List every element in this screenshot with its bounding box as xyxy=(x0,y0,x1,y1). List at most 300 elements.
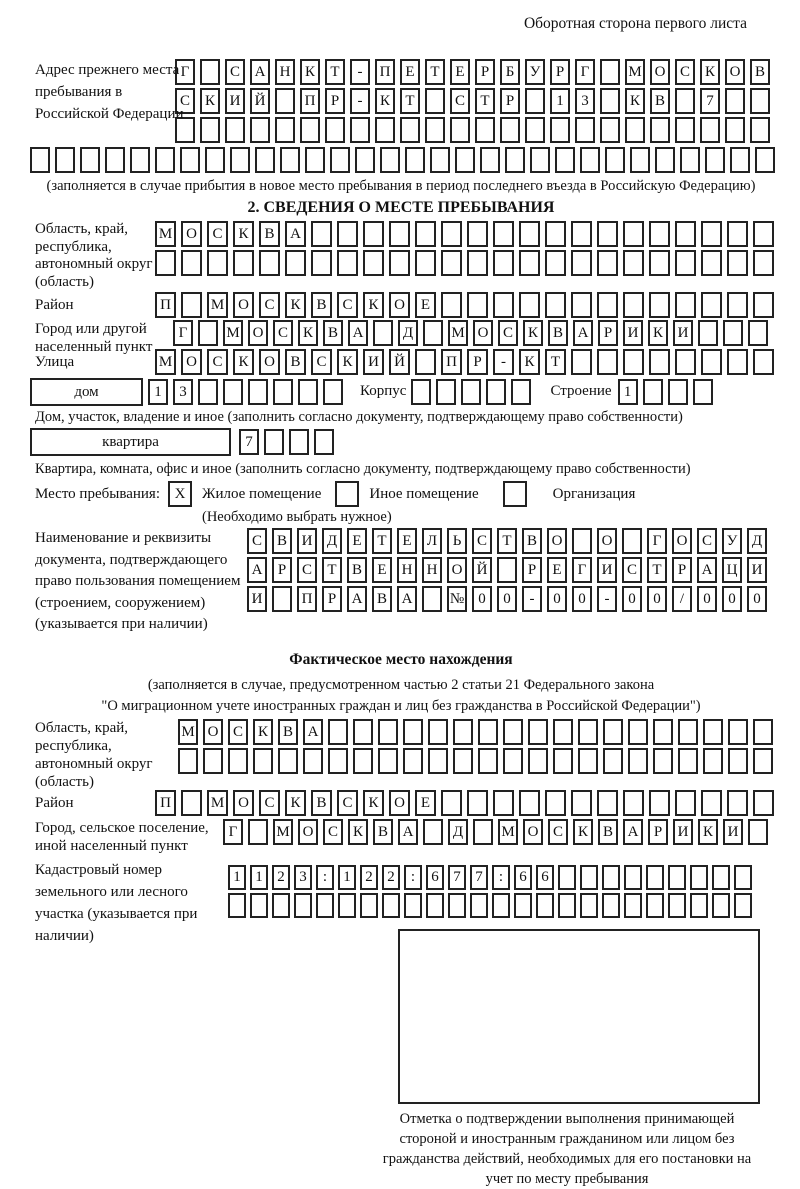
char-box[interactable]: С xyxy=(472,528,492,554)
char-box[interactable]: М xyxy=(155,349,176,375)
char-box[interactable]: Д xyxy=(448,819,468,845)
char-box[interactable]: С xyxy=(228,719,248,745)
char-box[interactable] xyxy=(623,349,644,375)
char-box[interactable] xyxy=(693,379,713,405)
char-box[interactable] xyxy=(467,221,488,247)
char-box[interactable]: А xyxy=(573,320,593,346)
char-box[interactable]: К xyxy=(253,719,273,745)
char-box[interactable] xyxy=(198,379,218,405)
char-box[interactable] xyxy=(628,719,648,745)
char-box[interactable] xyxy=(298,379,318,405)
char-box[interactable] xyxy=(623,790,644,816)
char-box[interactable]: К xyxy=(698,819,718,845)
char-box[interactable]: К xyxy=(300,59,320,85)
char-box[interactable] xyxy=(259,250,280,276)
char-box[interactable]: О xyxy=(650,59,670,85)
char-box[interactable]: 0 xyxy=(472,586,492,612)
char-box[interactable] xyxy=(275,117,295,143)
char-box[interactable]: И xyxy=(297,528,317,554)
char-box[interactable]: В xyxy=(650,88,670,114)
char-box[interactable]: 2 xyxy=(382,865,400,890)
char-box[interactable]: М xyxy=(625,59,645,85)
char-box[interactable] xyxy=(753,221,774,247)
char-box[interactable] xyxy=(703,748,723,774)
char-box[interactable] xyxy=(649,221,670,247)
char-box[interactable]: Н xyxy=(275,59,295,85)
char-box[interactable] xyxy=(753,719,773,745)
char-box[interactable] xyxy=(623,250,644,276)
char-box[interactable] xyxy=(278,748,298,774)
char-box[interactable] xyxy=(701,349,722,375)
char-box[interactable] xyxy=(525,117,545,143)
char-box[interactable]: И xyxy=(747,557,767,583)
char-box[interactable]: Т xyxy=(325,59,345,85)
char-box[interactable] xyxy=(486,379,506,405)
char-box[interactable] xyxy=(571,790,592,816)
char-box[interactable] xyxy=(441,292,462,318)
char-box[interactable] xyxy=(467,292,488,318)
char-box[interactable]: Р xyxy=(550,59,570,85)
char-box[interactable] xyxy=(753,292,774,318)
char-box[interactable] xyxy=(605,147,625,173)
char-box[interactable] xyxy=(180,147,200,173)
char-box[interactable] xyxy=(753,250,774,276)
char-box[interactable] xyxy=(415,250,436,276)
char-box[interactable] xyxy=(228,893,246,918)
char-box[interactable]: А xyxy=(697,557,717,583)
char-box[interactable] xyxy=(363,221,384,247)
char-box[interactable]: Р xyxy=(672,557,692,583)
char-box[interactable] xyxy=(411,379,431,405)
char-box[interactable] xyxy=(571,221,592,247)
char-box[interactable] xyxy=(514,893,532,918)
char-box[interactable]: 6 xyxy=(426,865,444,890)
char-box[interactable]: В xyxy=(522,528,542,554)
char-box[interactable]: И xyxy=(623,320,643,346)
char-box[interactable] xyxy=(448,893,466,918)
char-box[interactable] xyxy=(519,250,540,276)
char-box[interactable] xyxy=(753,790,774,816)
char-box[interactable] xyxy=(441,250,462,276)
char-box[interactable] xyxy=(353,719,373,745)
char-box[interactable] xyxy=(545,790,566,816)
char-box[interactable]: Ц xyxy=(722,557,742,583)
char-box[interactable]: О xyxy=(725,59,745,85)
char-box[interactable] xyxy=(181,292,202,318)
char-box[interactable]: В xyxy=(548,320,568,346)
char-box[interactable] xyxy=(727,221,748,247)
char-box[interactable] xyxy=(625,117,645,143)
char-box[interactable]: 0 xyxy=(547,586,567,612)
char-box[interactable] xyxy=(723,320,743,346)
char-box[interactable] xyxy=(403,748,423,774)
char-box[interactable]: С xyxy=(548,819,568,845)
char-box[interactable] xyxy=(597,250,618,276)
char-box[interactable] xyxy=(453,748,473,774)
char-box[interactable] xyxy=(727,292,748,318)
char-box[interactable]: С xyxy=(225,59,245,85)
char-box[interactable] xyxy=(623,292,644,318)
char-box[interactable] xyxy=(430,147,450,173)
char-box[interactable] xyxy=(725,88,745,114)
char-box[interactable] xyxy=(753,748,773,774)
char-box[interactable] xyxy=(230,147,250,173)
char-box[interactable] xyxy=(701,221,722,247)
char-box[interactable]: Г xyxy=(572,557,592,583)
char-box[interactable]: Й xyxy=(389,349,410,375)
char-box[interactable] xyxy=(426,893,444,918)
char-box[interactable] xyxy=(748,320,768,346)
char-box[interactable]: О xyxy=(389,292,410,318)
char-box[interactable]: А xyxy=(347,586,367,612)
char-box[interactable]: А xyxy=(397,586,417,612)
char-box[interactable]: С xyxy=(337,790,358,816)
char-box[interactable] xyxy=(493,250,514,276)
char-box[interactable]: У xyxy=(525,59,545,85)
char-box[interactable] xyxy=(363,250,384,276)
char-box[interactable] xyxy=(375,117,395,143)
char-box[interactable]: П xyxy=(300,88,320,114)
char-box[interactable]: И xyxy=(673,320,693,346)
char-box[interactable]: Т xyxy=(425,59,445,85)
char-box[interactable] xyxy=(478,719,498,745)
char-box[interactable]: В xyxy=(373,819,393,845)
char-box[interactable] xyxy=(602,865,620,890)
char-box[interactable] xyxy=(325,117,345,143)
char-box[interactable] xyxy=(597,292,618,318)
char-box[interactable] xyxy=(467,250,488,276)
char-box[interactable]: О xyxy=(547,528,567,554)
char-box[interactable]: 7 xyxy=(470,865,488,890)
char-box[interactable] xyxy=(675,88,695,114)
char-box[interactable]: В xyxy=(323,320,343,346)
char-box[interactable] xyxy=(558,865,576,890)
char-box[interactable] xyxy=(655,147,675,173)
char-box[interactable] xyxy=(378,748,398,774)
char-box[interactable] xyxy=(668,865,686,890)
char-box[interactable] xyxy=(690,865,708,890)
char-box[interactable] xyxy=(519,790,540,816)
char-box[interactable]: К xyxy=(363,292,384,318)
char-box[interactable]: И xyxy=(363,349,384,375)
char-box[interactable]: - xyxy=(350,88,370,114)
char-box[interactable]: 1 xyxy=(338,865,356,890)
char-box[interactable] xyxy=(624,893,642,918)
char-box[interactable] xyxy=(316,893,334,918)
char-box[interactable]: К xyxy=(298,320,318,346)
char-box[interactable]: Е xyxy=(397,528,417,554)
char-box[interactable] xyxy=(628,748,648,774)
char-box[interactable]: 0 xyxy=(722,586,742,612)
char-box[interactable]: Р xyxy=(500,88,520,114)
char-box[interactable] xyxy=(289,429,309,455)
char-box[interactable] xyxy=(425,117,445,143)
char-box[interactable] xyxy=(680,147,700,173)
char-box[interactable]: В xyxy=(285,349,306,375)
char-box[interactable] xyxy=(597,349,618,375)
char-box[interactable]: С xyxy=(175,88,195,114)
char-box[interactable]: К xyxy=(285,292,306,318)
char-box[interactable] xyxy=(553,748,573,774)
char-box[interactable]: С xyxy=(323,819,343,845)
char-box[interactable] xyxy=(228,748,248,774)
char-box[interactable]: Н xyxy=(397,557,417,583)
char-box[interactable] xyxy=(553,719,573,745)
char-box[interactable] xyxy=(181,790,202,816)
char-box[interactable]: Р xyxy=(272,557,292,583)
char-box[interactable]: О xyxy=(233,292,254,318)
char-box[interactable] xyxy=(734,865,752,890)
char-box[interactable] xyxy=(730,147,750,173)
char-box[interactable]: О xyxy=(181,221,202,247)
char-box[interactable] xyxy=(690,893,708,918)
char-box[interactable] xyxy=(653,719,673,745)
char-box[interactable] xyxy=(712,893,730,918)
char-box[interactable] xyxy=(675,117,695,143)
char-box[interactable] xyxy=(519,221,540,247)
char-box[interactable] xyxy=(700,117,720,143)
char-box[interactable]: В xyxy=(347,557,367,583)
char-box[interactable] xyxy=(503,748,523,774)
char-box[interactable]: Е xyxy=(372,557,392,583)
char-box[interactable] xyxy=(355,147,375,173)
char-box[interactable]: В xyxy=(272,528,292,554)
char-box[interactable] xyxy=(600,88,620,114)
char-box[interactable] xyxy=(436,379,456,405)
char-box[interactable] xyxy=(330,147,350,173)
char-box[interactable]: Т xyxy=(372,528,392,554)
char-box[interactable]: И xyxy=(225,88,245,114)
char-box[interactable] xyxy=(441,221,462,247)
char-box[interactable] xyxy=(328,719,348,745)
char-box[interactable] xyxy=(624,865,642,890)
char-box[interactable] xyxy=(668,379,688,405)
char-box[interactable]: 7 xyxy=(448,865,466,890)
char-box[interactable] xyxy=(130,147,150,173)
char-box[interactable] xyxy=(248,379,268,405)
char-box[interactable]: А xyxy=(247,557,267,583)
char-box[interactable] xyxy=(323,379,343,405)
char-box[interactable]: К xyxy=(375,88,395,114)
char-box[interactable]: Т xyxy=(545,349,566,375)
char-box[interactable] xyxy=(428,748,448,774)
char-box[interactable] xyxy=(493,221,514,247)
char-box[interactable] xyxy=(623,221,644,247)
char-box[interactable] xyxy=(650,117,670,143)
char-box[interactable]: П xyxy=(297,586,317,612)
char-box[interactable]: 1 xyxy=(250,865,268,890)
char-box[interactable] xyxy=(264,429,284,455)
char-box[interactable] xyxy=(492,893,510,918)
char-box[interactable] xyxy=(328,748,348,774)
char-box[interactable]: У xyxy=(722,528,742,554)
char-box[interactable] xyxy=(461,379,481,405)
char-box[interactable]: С xyxy=(498,320,518,346)
char-box[interactable]: К xyxy=(523,320,543,346)
char-box[interactable] xyxy=(530,147,550,173)
char-box[interactable]: Й xyxy=(250,88,270,114)
char-box[interactable] xyxy=(545,292,566,318)
char-box[interactable] xyxy=(649,790,670,816)
char-box[interactable] xyxy=(580,147,600,173)
char-box[interactable]: М xyxy=(178,719,198,745)
char-box[interactable]: О xyxy=(473,320,493,346)
char-box[interactable]: К xyxy=(648,320,668,346)
char-box[interactable] xyxy=(701,790,722,816)
char-box[interactable]: С xyxy=(697,528,717,554)
char-box[interactable] xyxy=(503,719,523,745)
char-box[interactable] xyxy=(572,528,592,554)
apartment-type-box[interactable]: квартира xyxy=(30,428,231,456)
char-box[interactable]: С xyxy=(207,221,228,247)
char-box[interactable] xyxy=(528,719,548,745)
char-box[interactable]: Р xyxy=(322,586,342,612)
char-box[interactable] xyxy=(198,320,218,346)
char-box[interactable] xyxy=(467,790,488,816)
char-box[interactable] xyxy=(280,147,300,173)
char-box[interactable]: Ь xyxy=(447,528,467,554)
char-box[interactable] xyxy=(404,893,422,918)
char-box[interactable]: О xyxy=(447,557,467,583)
char-box[interactable] xyxy=(497,557,517,583)
char-box[interactable]: С xyxy=(259,790,280,816)
char-box[interactable]: 1 xyxy=(228,865,246,890)
char-box[interactable] xyxy=(400,117,420,143)
char-box[interactable]: М xyxy=(448,320,468,346)
char-box[interactable]: 2 xyxy=(360,865,378,890)
char-box[interactable] xyxy=(748,819,768,845)
char-box[interactable] xyxy=(253,748,273,774)
char-box[interactable] xyxy=(550,117,570,143)
char-box[interactable] xyxy=(649,349,670,375)
char-box[interactable] xyxy=(378,719,398,745)
char-box[interactable] xyxy=(649,292,670,318)
char-box[interactable] xyxy=(389,221,410,247)
char-box[interactable] xyxy=(728,719,748,745)
char-box[interactable]: 3 xyxy=(173,379,193,405)
char-box[interactable]: М xyxy=(155,221,176,247)
char-box[interactable] xyxy=(525,88,545,114)
char-box[interactable] xyxy=(675,292,696,318)
char-box[interactable] xyxy=(403,719,423,745)
char-box[interactable]: К xyxy=(348,819,368,845)
char-box[interactable]: Д xyxy=(747,528,767,554)
char-box[interactable] xyxy=(314,429,334,455)
char-box[interactable]: О xyxy=(248,320,268,346)
char-box[interactable]: М xyxy=(207,790,228,816)
char-box[interactable]: М xyxy=(223,320,243,346)
char-box[interactable] xyxy=(360,893,378,918)
checkbox-residential[interactable]: X xyxy=(168,481,192,507)
char-box[interactable] xyxy=(223,379,243,405)
char-box[interactable] xyxy=(233,250,254,276)
char-box[interactable]: О xyxy=(298,819,318,845)
char-box[interactable]: Е xyxy=(547,557,567,583)
char-box[interactable]: С xyxy=(247,528,267,554)
char-box[interactable]: Р xyxy=(598,320,618,346)
char-box[interactable] xyxy=(705,147,725,173)
char-box[interactable] xyxy=(675,790,696,816)
char-box[interactable]: № xyxy=(447,586,467,612)
char-box[interactable]: Е xyxy=(415,292,436,318)
char-box[interactable] xyxy=(571,292,592,318)
char-box[interactable] xyxy=(505,147,525,173)
char-box[interactable] xyxy=(285,250,306,276)
char-box[interactable]: Г xyxy=(575,59,595,85)
char-box[interactable]: О xyxy=(597,528,617,554)
char-box[interactable]: В xyxy=(311,292,332,318)
char-box[interactable] xyxy=(727,349,748,375)
char-box[interactable] xyxy=(181,250,202,276)
char-box[interactable] xyxy=(337,221,358,247)
char-box[interactable]: Б xyxy=(500,59,520,85)
char-box[interactable] xyxy=(675,250,696,276)
char-box[interactable] xyxy=(701,292,722,318)
char-box[interactable] xyxy=(750,117,770,143)
char-box[interactable]: 0 xyxy=(497,586,517,612)
char-box[interactable] xyxy=(155,147,175,173)
checkbox-organization[interactable] xyxy=(503,481,527,507)
char-box[interactable] xyxy=(600,117,620,143)
char-box[interactable] xyxy=(225,117,245,143)
char-box[interactable] xyxy=(703,719,723,745)
char-box[interactable]: О xyxy=(523,819,543,845)
char-box[interactable] xyxy=(649,250,670,276)
char-box[interactable] xyxy=(455,147,475,173)
char-box[interactable] xyxy=(653,748,673,774)
char-box[interactable] xyxy=(337,250,358,276)
char-box[interactable] xyxy=(597,790,618,816)
char-box[interactable] xyxy=(558,893,576,918)
checkbox-other-premises[interactable] xyxy=(335,481,359,507)
char-box[interactable] xyxy=(698,320,718,346)
char-box[interactable] xyxy=(622,528,642,554)
char-box[interactable]: Г xyxy=(223,819,243,845)
char-box[interactable] xyxy=(203,748,223,774)
char-box[interactable] xyxy=(602,893,620,918)
char-box[interactable]: А xyxy=(250,59,270,85)
char-box[interactable]: : xyxy=(316,865,334,890)
char-box[interactable] xyxy=(200,117,220,143)
char-box[interactable] xyxy=(500,117,520,143)
char-box[interactable]: Е xyxy=(450,59,470,85)
char-box[interactable] xyxy=(389,250,410,276)
char-box[interactable]: А xyxy=(303,719,323,745)
char-box[interactable] xyxy=(675,349,696,375)
char-box[interactable]: 0 xyxy=(697,586,717,612)
char-box[interactable] xyxy=(255,147,275,173)
char-box[interactable] xyxy=(311,250,332,276)
char-box[interactable] xyxy=(470,893,488,918)
char-box[interactable]: И xyxy=(723,819,743,845)
char-box[interactable] xyxy=(441,790,462,816)
char-box[interactable] xyxy=(178,748,198,774)
char-box[interactable] xyxy=(425,88,445,114)
char-box[interactable] xyxy=(712,865,730,890)
char-box[interactable] xyxy=(250,117,270,143)
char-box[interactable] xyxy=(311,221,332,247)
char-box[interactable] xyxy=(272,893,290,918)
char-box[interactable] xyxy=(571,250,592,276)
char-box[interactable]: Т xyxy=(647,557,667,583)
char-box[interactable]: О xyxy=(203,719,223,745)
char-box[interactable]: О xyxy=(389,790,410,816)
char-box[interactable]: Р xyxy=(648,819,668,845)
char-box[interactable] xyxy=(300,117,320,143)
char-box[interactable] xyxy=(668,893,686,918)
char-box[interactable] xyxy=(480,147,500,173)
char-box[interactable] xyxy=(580,865,598,890)
